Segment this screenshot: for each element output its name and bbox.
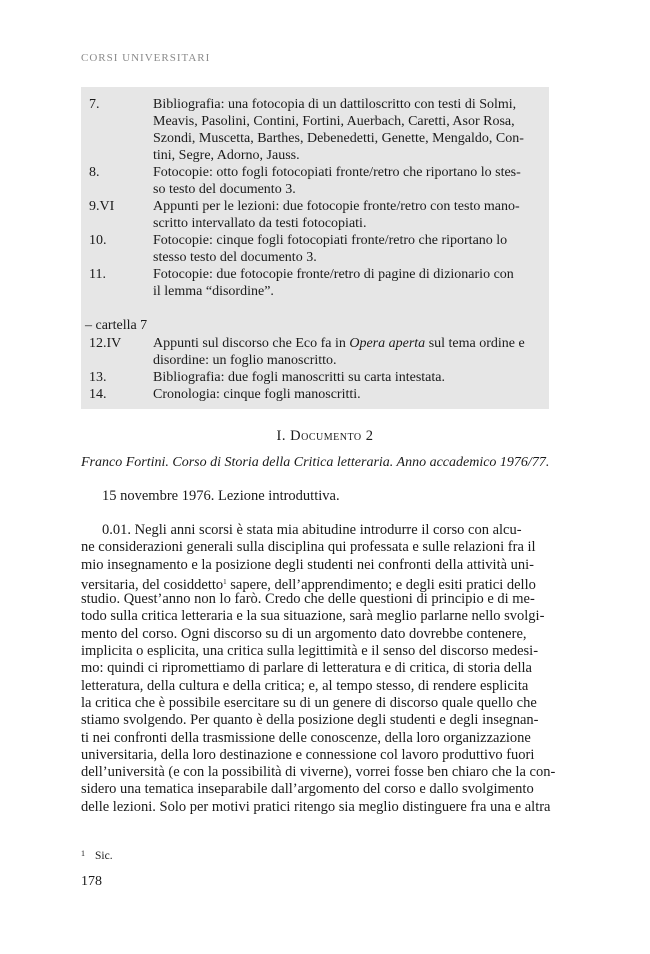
entry-text (153, 96, 543, 164)
paragraph-segment: versitaria, del cosiddetto (81, 576, 224, 593)
entry-number: 14. (89, 387, 107, 402)
paragraph-line: la critica che è possibile esercitare su di un genere di discorso quale quello che (81, 694, 537, 711)
entry-text (153, 198, 543, 232)
paragraph-line: mento del corso. Ogni discorso su di un argomento dato dovrebbe contenere, (81, 625, 527, 642)
entry-line: Cronologia: cinque fogli manoscritti. (153, 387, 361, 402)
entry-number: 11. (89, 267, 106, 282)
entry-line: so testo del documento 3. (153, 182, 296, 197)
entry-text (153, 369, 543, 386)
footnote-reference: 1 (223, 577, 227, 586)
entry-number: 12.IV (89, 336, 122, 351)
entry-text (153, 266, 543, 300)
entry-number: 13. (89, 370, 107, 385)
entry-number: 10. (89, 233, 107, 248)
paragraph-line: universitaria, della loro destinazione e connessione col lavoro produttivo fuori (81, 746, 535, 763)
entry-line: Fotocopie: due fotocopie fronte/retro di pagine di dizionario con (153, 267, 514, 282)
document-subtitle: Franco Fortini. Corso di Storia della Critica letteraria. Anno accademico 1976/77. (81, 455, 550, 470)
entry-line: Bibliografia: due fogli manoscritti su carta intestata. (153, 370, 445, 385)
entry-line: disordine: un foglio manoscritto. (153, 353, 337, 368)
paragraph-line: implicita o esplicita, una critica sulla legittimità e il senso del discorso medesi- (81, 643, 539, 660)
paragraph-line (81, 574, 549, 591)
entry-line: Szondi, Muscetta, Barthes, Debenedetti, Genette, Mengaldo, Con- (153, 131, 524, 146)
entry-line: Appunti per le lezioni: due fotocopie fronte/retro con testo mano- (153, 199, 520, 214)
paragraph-line: mio insegnamento e la posizione degli studenti nei confronti della attività uni- (81, 556, 535, 573)
entry-number: 7. (89, 97, 100, 112)
heading-word-rest: ocumento (301, 428, 362, 444)
heading-word-initial: D (290, 428, 302, 444)
paragraph-segment: sapere, dell’apprendimento; e degli esiti pratici dello (226, 576, 536, 593)
entry-line: Fotocopie: otto fogli fotocopiati fronte/retro che riportano lo stes- (153, 165, 521, 180)
paragraph-line: letteratura, della cultura e della critica; e, al tempo stesso, di rendere esplicita (81, 677, 529, 694)
entry-line: Fotocopie: cinque fogli fotocopiati fronte/retro che riportano lo (153, 233, 508, 248)
paragraph-line: stiamo svolgendo. Per quanto è della posizione degli studenti e degli insegnan- (81, 712, 539, 729)
paragraph-line: 0.01. Negli anni scorsi è stata mia abitudine introdurre il corso con alcu- (102, 522, 522, 538)
footnote (81, 849, 113, 862)
heading-number: 2 (361, 428, 374, 444)
entry-number: 8. (89, 165, 100, 180)
heading-numeral: I. (276, 428, 291, 444)
entry-line: Bibliografia: una fotocopia di un dattiloscritto con testi di Solmi, (153, 97, 517, 112)
paragraph-line: ne considerazioni generali sulla disciplina qui professata e sulle relazioni fra il (81, 539, 536, 556)
entry-line: scritto intervallato da testi fotocopiati. (153, 216, 367, 231)
entry-line: tini, Segre, Adorno, Jauss. (153, 148, 300, 163)
footnote-text: Sic. (95, 850, 113, 862)
lecture-date: 15 novembre 1976. Lezione introduttiva. (102, 488, 340, 504)
book-title: Opera aperta (349, 336, 426, 351)
paragraph-line: delle lezioni. Solo per motivi pratici ritengo sia meglio distinguere fra una e altra (81, 798, 551, 815)
entry-line: stesso testo del documento 3. (153, 250, 317, 265)
body-paragraph (81, 522, 556, 816)
paragraph-line: dell’università (e con la possibilità di viverne), vorrei fosse ben chiaro che la con- (81, 764, 556, 781)
paragraph-line: todo sulla critica letteraria e la sua situazione, sarà meglio parlarne nello svolgi- (81, 608, 545, 625)
paragraph-line: mo: quindi ci ripromettiamo di parlare di letteratura e di critica, di storia della (81, 660, 532, 677)
entry-line (153, 335, 543, 352)
entry-text (153, 232, 543, 266)
entry-text (153, 164, 543, 198)
paragraph-line: sidero una tematica inseparabile dall’argomento del corso e dallo svolgimento (81, 781, 534, 798)
paragraph-line: studio. Quest’anno non lo farò. Credo che delle questioni di principio e di me- (81, 591, 535, 608)
running-head: CORSI UNIVERSITARI (81, 52, 211, 64)
paragraph-line: ti nei confronti della trasmissione delle conoscenze, della loro organizzazione (81, 729, 531, 746)
footnote-mark: 1 (81, 849, 85, 858)
entry-number: 9.VI (89, 199, 115, 214)
entry-text (153, 335, 543, 369)
entry-line: il lemma “disordine”. (153, 284, 274, 299)
entry-text-segment: Appunti sul discorso che Eco fa in (153, 336, 350, 351)
inventory-box (81, 87, 549, 409)
entry-text-segment: sul tema ordine e (425, 336, 525, 351)
section-heading (0, 428, 650, 445)
page-number: 178 (81, 874, 102, 889)
entry-text (153, 386, 543, 403)
folder-label: – cartella 7 (85, 318, 148, 333)
entry-line: Meavis, Pasolini, Contini, Fortini, Auerbach, Caretti, Asor Rosa, (153, 114, 515, 129)
